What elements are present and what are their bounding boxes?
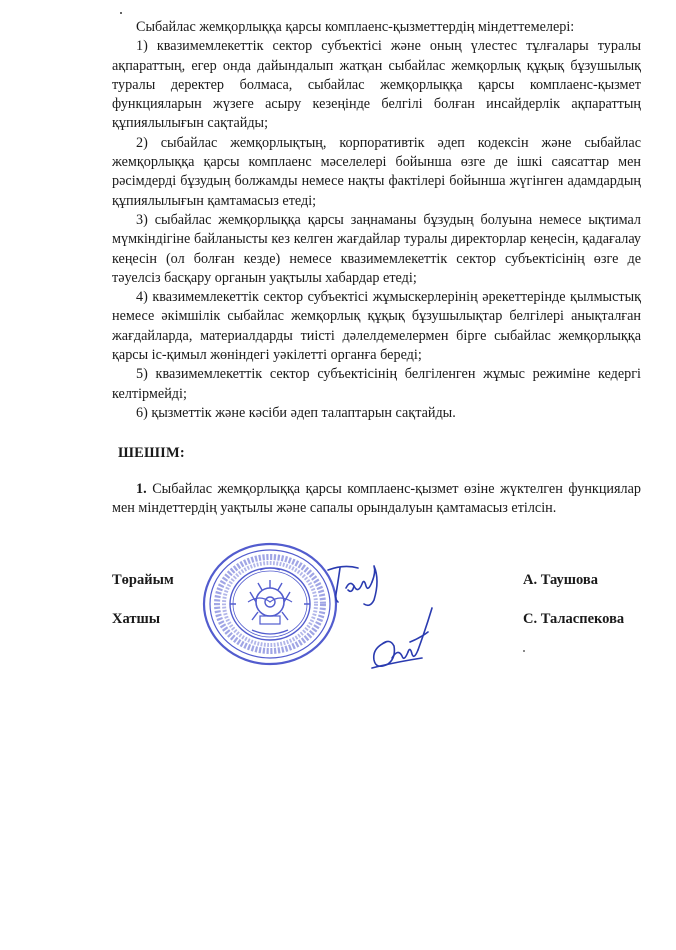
decision-body: Сыбайлас жемқорлыққа қарсы комплаенс-қызмет өзіне жүктелген функциялар мен міндеттердің уақтылы және сапалы орындалуын қамтамасыз етілсін. xyxy=(112,481,641,517)
obligation-item-4: 4) квазимемлекеттік сектор субъектісі жұмыскерлерінің әрекеттерінде қылмыстық немесе әкімшілік сыбайлас жемқорлық құқық бұзушылықтар белгілері анықталған жағдайларда, материалдарды тиісті дәлелдемелермен бірге сыбайлас жемқорлыққа қарсы іс-қимыл жөніндегі уәкілетті органға береді; xyxy=(112,289,641,364)
decision-heading: ШЕШІМ: xyxy=(118,445,185,461)
secretary-label: Хатшы xyxy=(112,611,161,627)
secretary-signature-icon xyxy=(366,602,438,680)
obligation-item-2: 2) сыбайлас жемқорлықтың, корпоративтік әдеп кодексін және сыбайлас жемқорлыққа қарсы комплаенс мәселелері бойынша өзге де ішкі саясаттар мен рәсімдерді бұзудың болжамды немесе нақты фактілері бойынша жүгінген адамдардың құпиялылығын қамтамасыз етеді; xyxy=(112,134,641,209)
obligations-section xyxy=(112,18,641,423)
obligation-item-5: 5) квазимемлекеттік сектор субъектісінің белгіленген жұмыс режиміне кедергі келтірмейді; xyxy=(112,366,641,402)
obligations-intro: Сыбайлас жемқорлыққа қарсы комплаенс-қызметтердің міндеттемелері: xyxy=(136,19,575,35)
obligation-item-1: 1) квазимемлекеттік сектор субъектісі және оның үлестес тұлғалары туралы ақпараттың, егер онда дайындалып жатқан сыбайлас жемқорлық құқық бұзушылық туралы деректер болмаса, сыбайлас жемқорлыққа қарсы комплаенс-қызмет функцияларын жүзеге асыру кезеңінде белгілі болған инсайдерлік ақпараттың құпиялылығын сақтайды; xyxy=(112,38,641,132)
stray-dot xyxy=(120,12,122,14)
obligation-item-3: 3) сыбайлас жемқорлыққа қарсы заңнаманы бұзудың болуына немесе ықтимал мүмкіндігіне байланысты кез келген жағдайлар туралы директорлар кеңесін, қадағалау кеңесін (ол болған кезде) немесе квазимемлекеттік сектор субъектісінің өзге де тәуелсіз басқару органын уақтылы хабардар етеді; xyxy=(112,211,641,286)
secretary-name: С. Таласпекова xyxy=(523,611,625,627)
chair-label: Төрайым xyxy=(112,572,174,588)
stray-speck xyxy=(523,650,525,652)
decision-text xyxy=(112,480,641,519)
decision-number: 1. xyxy=(136,481,147,497)
chair-name: А. Таушова xyxy=(523,572,599,588)
obligation-item-6: 6) қызметтік және кәсіби әдеп талаптарын сақтайды. xyxy=(136,404,456,421)
official-seal-icon xyxy=(200,540,340,668)
